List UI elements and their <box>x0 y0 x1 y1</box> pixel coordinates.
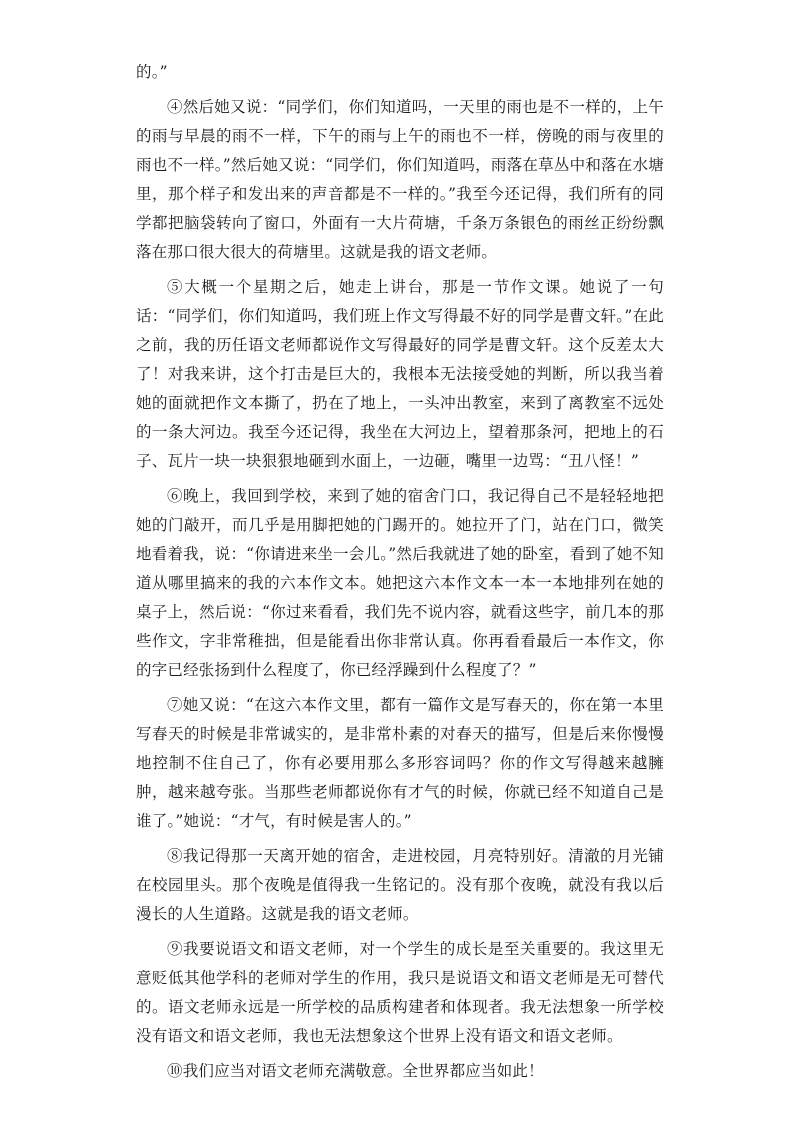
paragraph-6: ⑥晚上，我回到学校，来到了她的宿舍门口，我记得自己不是轻轻地把她的门敲开，而几乎是用脚把她的门踢开的。她拉开了门，站在门口，微笑地看着我，说：“你请进来坐一会儿。”然后我就进了她的卧室，看到了她不知道从哪里搞来的我的六本作文本。她把这六本作文本一本一本地排列在她的桌子上，然后说：“你过来看看，我们先不说内容，就看这些字，前几本的那些作文，字非常稚拙，但是能看出你非常认真。你再看看最后一本作文，你的字已经张扬到什么程度了，你已经浮躁到什么程度了？” <box>136 487 664 679</box>
paragraph-continuation: 的。” <box>136 63 168 81</box>
paragraph-9: ⑨我要说语文和语文老师，对一个学生的成长是至关重要的。我这里无意贬低其他学科的老师对学生的作用，我只是说语文和语文老师是无可替代的。语文老师永远是一所学校的品质构建者和体现者。我无法想象一所学校没有语文和语文老师，我也无法想象这个世界上没有语文和语文老师。 <box>136 940 664 1045</box>
paragraph-7: ⑦她又说：“在这六本作文里，都有一篇作文是写春天的，你在第一本里写春天的时候是非常诚实的，是非常朴素的对春天的描写，但是后来你慢慢地控制不住自己了，你有必要用那么多形容词吗？你的作文写得越来越臃肿，越来越夸张。当那些老师都说你有才气的时候，你就已经不知道自己是谁了。”她说：“才气，有时候是害人的。” <box>136 696 664 830</box>
article-body <box>136 58 664 1092</box>
paragraph-4: ④然后她又说：“同学们，你们知道吗，一天里的雨也是不一样的，上午的雨与早晨的雨不一样，下午的雨与上午的雨也不一样，傍晚的雨与夜里的雨也不一样。”然后她又说：“同学们，你们知道吗，雨落在草丛中和落在水塘里，那个样子和发出来的声音都是不一样的。”我至今还记得，我们所有的同学都把脑袋转向了窗口，外面有一大片荷塘，千条万条银色的雨丝正纷纷飘落在那口很大很大的荷塘里。这就是我的语文老师。 <box>136 98 664 261</box>
paragraph-10: ⑩我们应当对语文老师充满敬意。全世界都应当如此！ <box>167 1062 544 1080</box>
paragraph-5: ⑤大概一个星期之后，她走上讲台，那是一节作文课。她说了一句话：“同学们，你们知道吗，我们班上作文写得最不好的同学是曹文轩。”在此之前，我的历任语文老师都说作文写得最好的同学是曹文轩。这个反差太大了！对我来讲，这个打击是巨大的，我根本无法接受她的判断，所以我当着她的面就把作文本撕了，扔在了地上，一头冲出教室，来到了离教室不远处的一条大河边。我至今还记得，我坐在大河边上，望着那条河，把地上的石子、瓦片一块一块狠狠地砸到水面上，一边砸，嘴里一边骂：“丑八怪！” <box>136 278 664 470</box>
paragraph-8: ⑧我记得那一天离开她的宿舍，走进校园，月亮特别好。清澈的月光铺在校园里头。那个夜晚是值得我一生铭记的。没有那个夜晚，就没有我以后漫长的人生道路。这就是我的语文老师。 <box>136 847 664 923</box>
